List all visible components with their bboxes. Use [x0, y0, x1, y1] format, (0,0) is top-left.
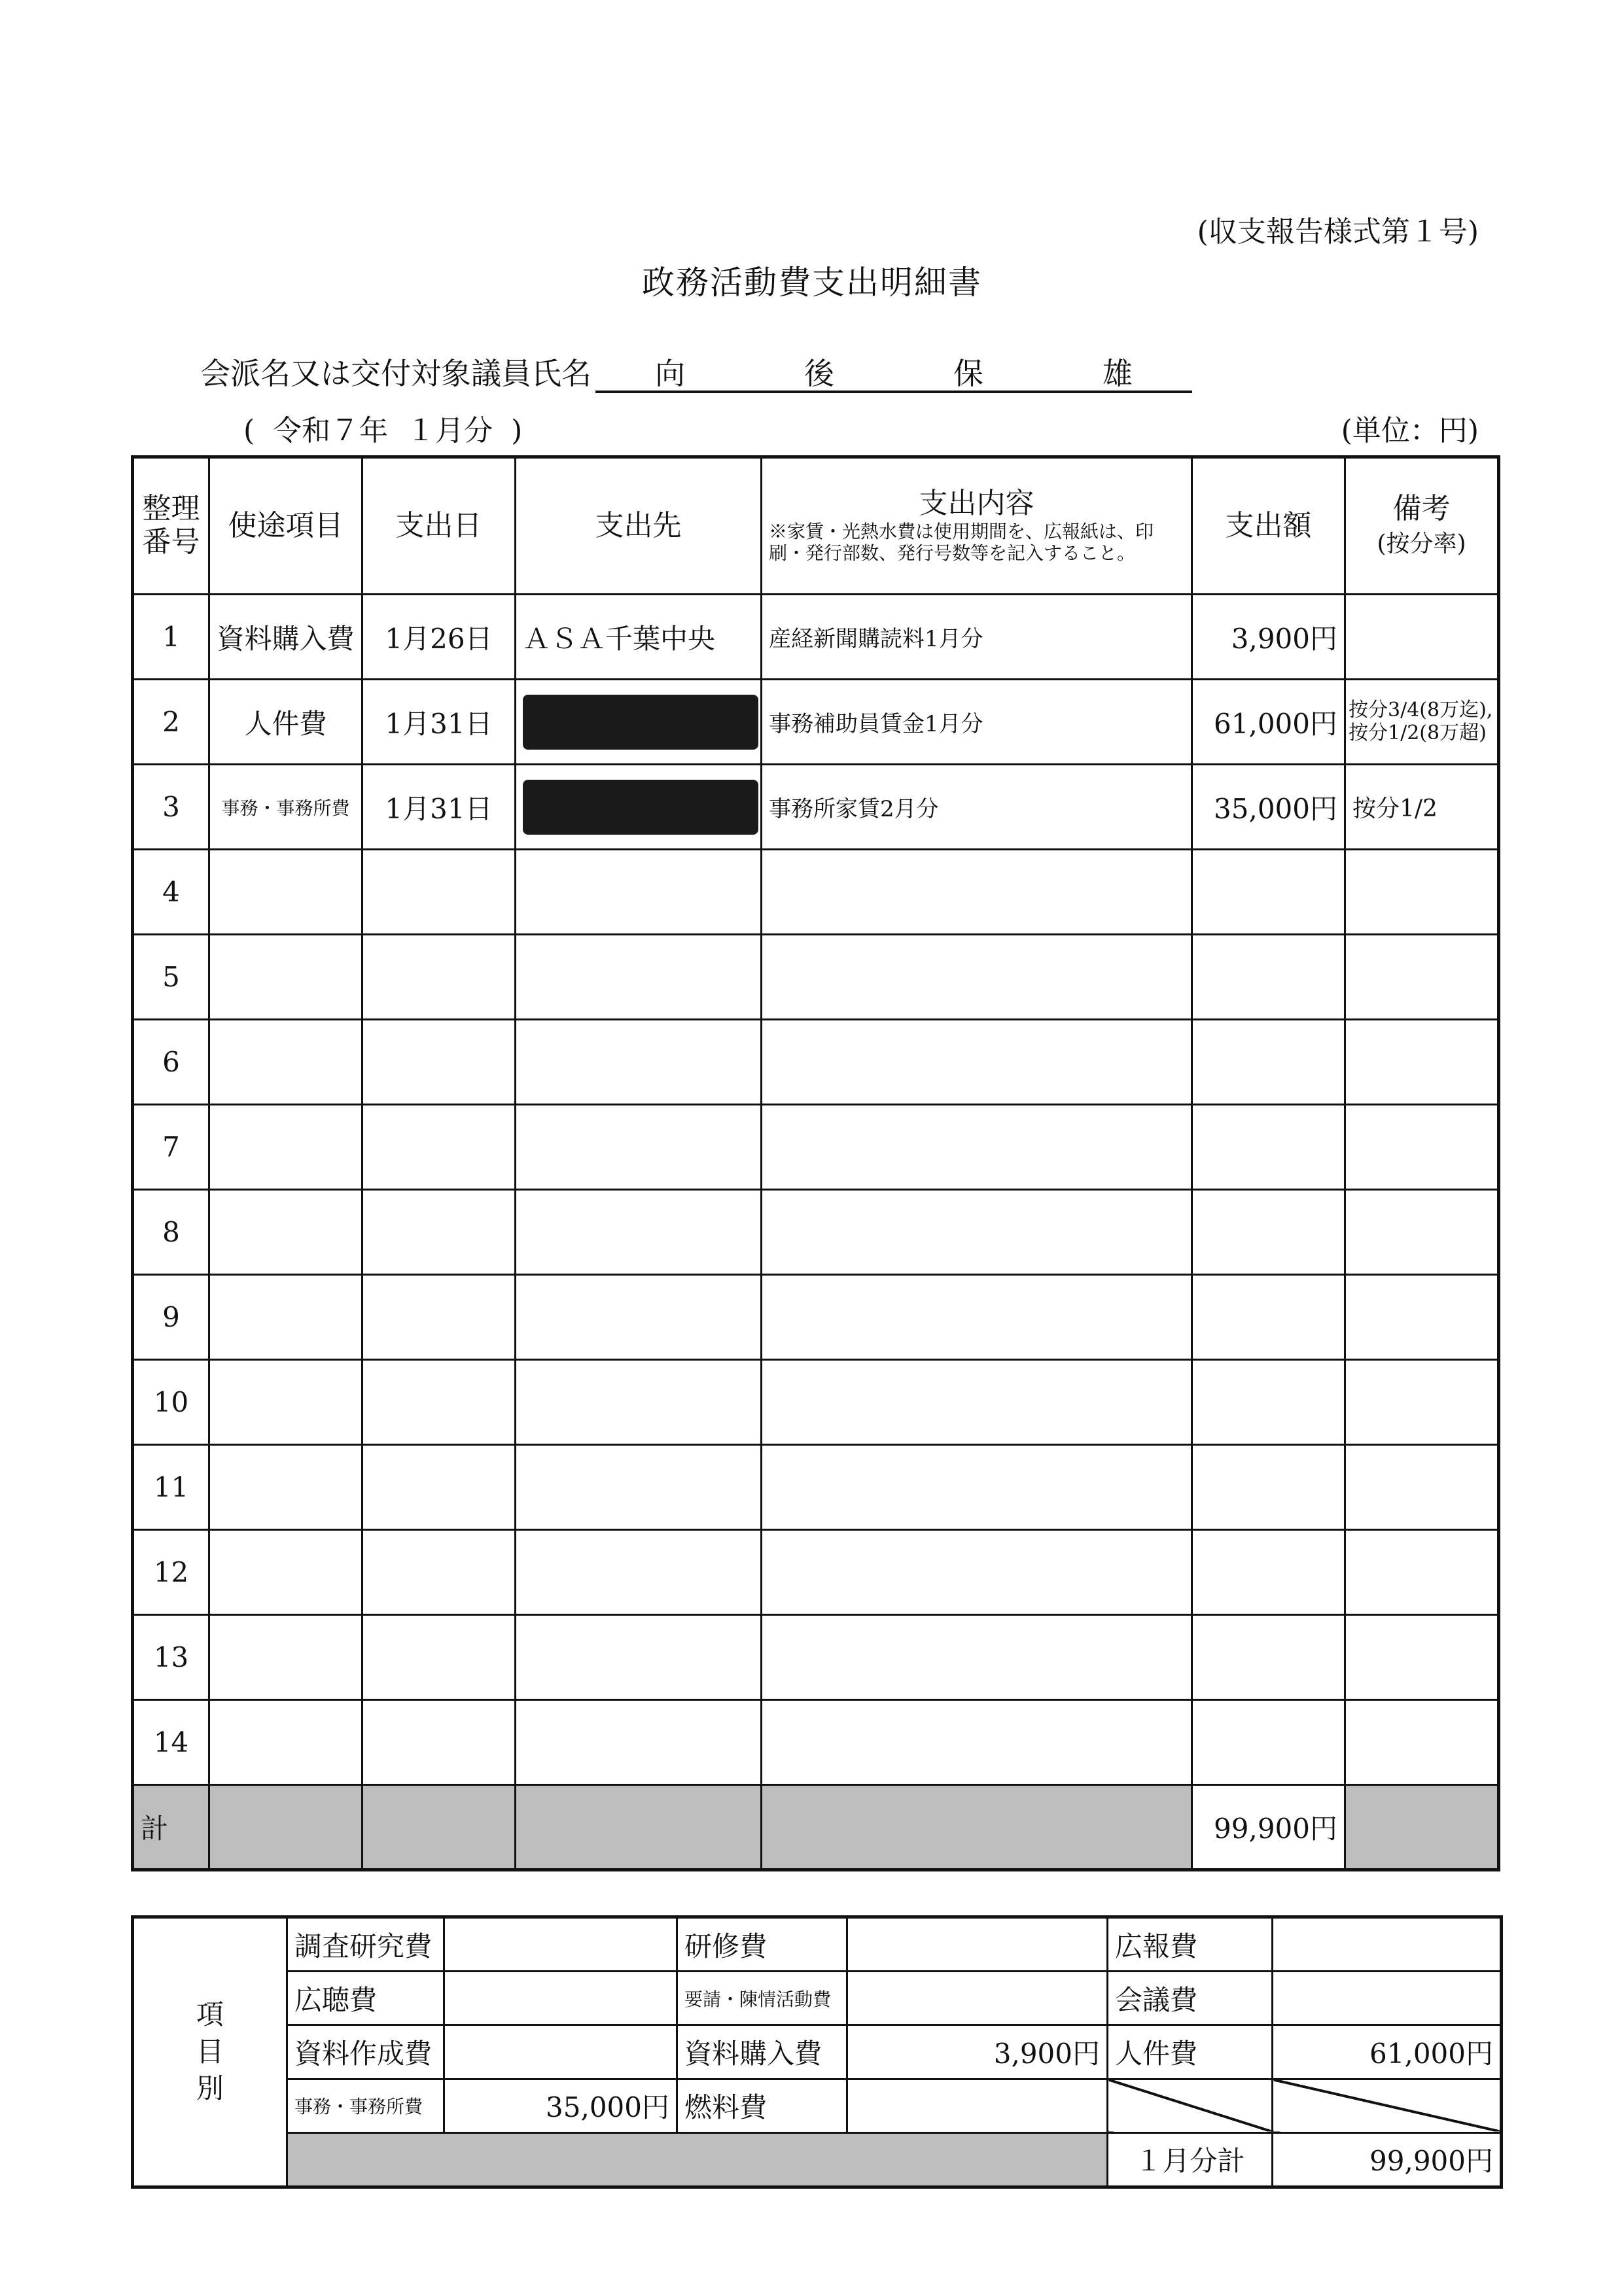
table-row: [133, 1020, 1499, 1105]
row-payee: [516, 935, 762, 1020]
row-remarks: [1345, 595, 1499, 680]
member-name-char: 向: [655, 356, 685, 391]
row-no: 7: [133, 1105, 209, 1190]
summary-shaded-cell: [287, 2132, 1108, 2187]
row-purpose: 資料購入費: [209, 595, 362, 680]
row-remarks: [1345, 850, 1499, 935]
table-row: [133, 1105, 1499, 1190]
table-row: [133, 680, 1499, 765]
row-purpose: [209, 850, 362, 935]
row-purpose: [209, 1615, 362, 1700]
member-name-char: 保: [953, 356, 983, 391]
row-remarks: 按分1/2: [1345, 765, 1499, 850]
member-name: [595, 350, 1192, 393]
row-remarks: 按分3/4(8万迄),按分1/2(8万超): [1345, 680, 1499, 765]
row-remarks: [1345, 1105, 1499, 1190]
row-no: 11: [133, 1445, 209, 1530]
row-remarks: [1345, 1530, 1499, 1615]
row-remarks: [1345, 935, 1499, 1020]
total-blank: [209, 1785, 362, 1870]
row-remarks: [1345, 1275, 1499, 1360]
summary-row: [133, 1972, 1502, 2025]
row-date: [362, 850, 516, 935]
row-purpose: [209, 1360, 362, 1445]
row-payee: [516, 1105, 762, 1190]
member-name-char: 後: [804, 356, 834, 391]
summary-item-label: 人件費: [1108, 2025, 1273, 2079]
total-amount: 99,900円: [1192, 1785, 1345, 1870]
total-blank: [762, 1785, 1192, 1870]
row-amount: [1192, 1190, 1345, 1275]
summary-item-value: [1273, 1972, 1502, 2025]
row-content: [762, 1445, 1192, 1530]
header-content: [762, 457, 1192, 595]
row-amount: [1192, 1105, 1345, 1190]
summary-item-label: 資料作成費: [287, 2025, 444, 2079]
summary-item-value: 3,900円: [847, 2025, 1108, 2079]
summary-row: [133, 2079, 1502, 2132]
row-content: 産経新聞購読料1月分: [762, 595, 1192, 680]
row-amount: 35,000円: [1192, 765, 1345, 850]
redaction-block: [523, 695, 758, 750]
header-purpose: 使途項目: [209, 457, 362, 595]
row-content: 事務所家賃2月分: [762, 765, 1192, 850]
row-content: 事務補助員賃金1月分: [762, 680, 1192, 765]
row-date: [362, 1105, 516, 1190]
row-purpose: [209, 1700, 362, 1785]
summary-item-label: 広報費: [1108, 1917, 1273, 1972]
table-row: [133, 850, 1499, 935]
row-payee: [516, 1445, 762, 1530]
row-no: 8: [133, 1190, 209, 1275]
name-label: 会派名又は交付対象議員氏名: [200, 356, 591, 391]
header-date: 支出日: [362, 457, 516, 595]
summary-item-label: 広聴費: [287, 1972, 444, 2025]
summary-item-label: 調査研究費: [287, 1917, 444, 1972]
header-content-label: 支出内容: [919, 487, 1034, 521]
summary-item-value: [444, 1972, 677, 2025]
row-date: 1月31日: [362, 765, 516, 850]
expense-table: [131, 455, 1500, 1871]
table-row: [133, 1700, 1499, 1785]
row-payee: [516, 680, 762, 765]
report-period: ( 令和７年 １月分 ): [243, 414, 523, 447]
row-content: [762, 1020, 1192, 1105]
row-purpose: [209, 1445, 362, 1530]
row-date: [362, 1615, 516, 1700]
row-remarks: [1345, 1700, 1499, 1785]
summary-side-label: 項 目 別: [133, 1917, 287, 2187]
summary-item-value: [444, 1917, 677, 1972]
row-date: [362, 1445, 516, 1530]
row-content: [762, 1615, 1192, 1700]
table-row: [133, 1615, 1499, 1700]
total-blank: [362, 1785, 516, 1870]
row-no: 2: [133, 680, 209, 765]
row-amount: 3,900円: [1192, 595, 1345, 680]
header-remarks: [1345, 457, 1499, 595]
row-remarks: [1345, 1360, 1499, 1445]
row-date: [362, 1275, 516, 1360]
header-amount: 支出額: [1192, 457, 1345, 595]
total-row: [133, 1785, 1499, 1870]
row-date: [362, 1530, 516, 1615]
summary-item-value: [1273, 1917, 1502, 1972]
row-content: [762, 935, 1192, 1020]
row-amount: [1192, 850, 1345, 935]
row-content: [762, 850, 1192, 935]
row-payee: [516, 1275, 762, 1360]
table-row: [133, 935, 1499, 1020]
row-content: [762, 1190, 1192, 1275]
row-purpose: [209, 1530, 362, 1615]
summary-diagonal-cell: [1273, 2079, 1502, 2132]
member-name-char: 雄: [1103, 356, 1133, 391]
row-payee: [516, 850, 762, 935]
summary-item-value: 61,000円: [1273, 2025, 1502, 2079]
document-title: 政務活動費支出明細書: [642, 264, 982, 302]
row-amount: [1192, 1615, 1345, 1700]
month-total-label: １月分計: [1108, 2132, 1273, 2187]
row-no: 3: [133, 765, 209, 850]
table-row: [133, 765, 1499, 850]
row-purpose: [209, 1105, 362, 1190]
row-content: [762, 1360, 1192, 1445]
row-purpose: 事務・事務所費: [209, 765, 362, 850]
header-remarks-label: 備考: [1392, 492, 1451, 526]
row-remarks: [1345, 1190, 1499, 1275]
row-no: 13: [133, 1615, 209, 1700]
table-header-row: [133, 457, 1499, 595]
row-remarks: [1345, 1615, 1499, 1700]
row-payee: [516, 1360, 762, 1445]
summary-row: [133, 2025, 1502, 2079]
row-amount: [1192, 1360, 1345, 1445]
row-no: 1: [133, 595, 209, 680]
header-content-note: ※家賃・光熱水費は使用期間を、広報紙は、印刷・発行部数、発行号数等を記入すること。: [769, 520, 1154, 565]
row-no: 12: [133, 1530, 209, 1615]
row-no: 14: [133, 1700, 209, 1785]
row-amount: 61,000円: [1192, 680, 1345, 765]
row-no: 5: [133, 935, 209, 1020]
row-purpose: [209, 1190, 362, 1275]
total-label: 計: [133, 1785, 209, 1870]
table-row: [133, 1445, 1499, 1530]
row-content: [762, 1530, 1192, 1615]
row-purpose: 人件費: [209, 680, 362, 765]
total-blank: [516, 1785, 762, 1870]
row-purpose: [209, 1275, 362, 1360]
row-amount: [1192, 935, 1345, 1020]
table-row: [133, 1360, 1499, 1445]
summary-item-label: 会議費: [1108, 1972, 1273, 2025]
row-content: [762, 1275, 1192, 1360]
row-date: 1月26日: [362, 595, 516, 680]
table-row: [133, 1275, 1499, 1360]
row-remarks: [1345, 1020, 1499, 1105]
header-payee: 支出先: [516, 457, 762, 595]
summary-total-row: [133, 2132, 1502, 2187]
summary-item-value: 35,000円: [444, 2079, 677, 2132]
summary-row: [133, 1917, 1502, 1972]
row-payee: [516, 765, 762, 850]
row-content: [762, 1105, 1192, 1190]
table-row: [133, 1190, 1499, 1275]
row-amount: [1192, 1530, 1345, 1615]
row-date: 1月31日: [362, 680, 516, 765]
row-purpose: [209, 935, 362, 1020]
row-remarks: [1345, 1445, 1499, 1530]
redaction-block: [523, 780, 758, 835]
row-date: [362, 935, 516, 1020]
row-amount: [1192, 1445, 1345, 1530]
row-no: 6: [133, 1020, 209, 1105]
summary-item-label: 事務・事務所費: [287, 2079, 444, 2132]
row-amount: [1192, 1700, 1345, 1785]
row-date: [362, 1360, 516, 1445]
row-payee: [516, 1190, 762, 1275]
row-payee: ＡＳＡ千葉中央: [516, 595, 762, 680]
table-row: [133, 595, 1499, 680]
month-total-value: 99,900円: [1273, 2132, 1502, 2187]
form-number: (収支報告様式第１号): [1197, 215, 1479, 249]
table-row: [133, 1530, 1499, 1615]
summary-item-value: [847, 1972, 1108, 2025]
summary-item-label: 資料購入費: [677, 2025, 847, 2079]
row-amount: [1192, 1020, 1345, 1105]
row-no: 4: [133, 850, 209, 935]
row-amount: [1192, 1275, 1345, 1360]
unit-label: (単位：円): [1341, 414, 1479, 447]
row-no: 9: [133, 1275, 209, 1360]
summary-diagonal-cell: [1108, 2079, 1273, 2132]
header-remarks-sub: (按分率): [1377, 531, 1466, 557]
summary-item-label: 要請・陳情活動費: [677, 1972, 847, 2025]
row-purpose: [209, 1020, 362, 1105]
row-date: [362, 1190, 516, 1275]
row-payee: [516, 1615, 762, 1700]
row-date: [362, 1700, 516, 1785]
row-payee: [516, 1020, 762, 1105]
total-blank: [1345, 1785, 1499, 1870]
row-date: [362, 1020, 516, 1105]
summary-item-value: [444, 2025, 677, 2079]
category-summary-table: [131, 1915, 1503, 2189]
summary-item-value: [847, 1917, 1108, 1972]
row-payee: [516, 1700, 762, 1785]
summary-item-label: 燃料費: [677, 2079, 847, 2132]
row-no: 10: [133, 1360, 209, 1445]
summary-item-label: 研修費: [677, 1917, 847, 1972]
row-payee: [516, 1530, 762, 1615]
summary-item-value: [847, 2079, 1108, 2132]
row-content: [762, 1700, 1192, 1785]
header-no: 整理 番号: [133, 457, 209, 595]
